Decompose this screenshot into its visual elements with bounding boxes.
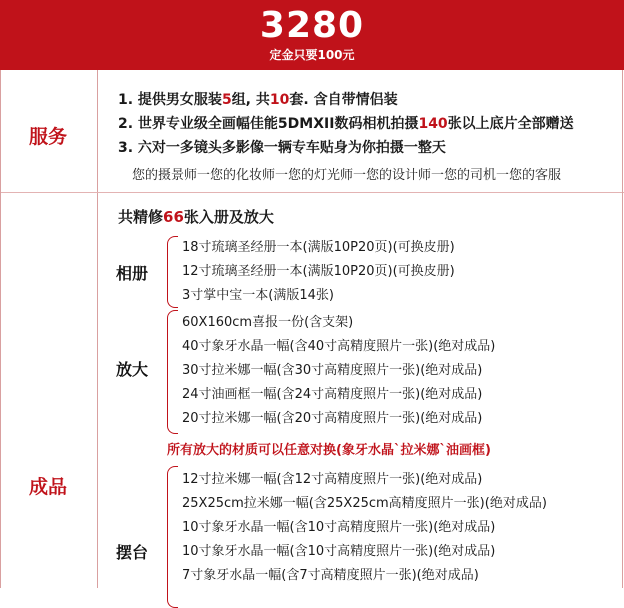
frame-item: 7寸象牙水晶一幅(含7寸高精度照片一张)(绝对成品) xyxy=(182,568,479,583)
product-headline: 共精修66张入册及放大 xyxy=(118,208,274,226)
album-item: 18寸琉璃圣经册一本(满版10P20页)(可换皮册) xyxy=(182,240,455,255)
frame-item: 10寸象牙水晶一幅(含10寸高精度照片一张)(绝对成品) xyxy=(182,544,496,559)
service-label: 服务 xyxy=(28,126,67,148)
frame-item: 25X25cm拉米娜一幅(含25X25cm高精度照片一张)(绝对成品) xyxy=(182,496,547,511)
service-line-3: 3. 六对一多镜头多影像一辆专车贴身为你拍摄一整天 xyxy=(118,140,446,156)
group-album-bracket xyxy=(167,236,178,308)
album-item: 3寸掌中宝一本(满版14张) xyxy=(182,288,334,303)
album-item: 12寸琉璃圣经册一本(满版10P20页)(可换皮册) xyxy=(182,264,455,279)
deposit-note: 定金只要100元 xyxy=(269,48,355,62)
price-header xyxy=(0,0,624,70)
enlarge-item: 60X160cm喜报一份(含支架) xyxy=(182,315,354,330)
row-divider xyxy=(0,192,624,193)
material-note: 所有放大的材质可以任意对换(象牙水晶`拉米娜`油画框) xyxy=(167,443,491,458)
group-enlarge-bracket xyxy=(167,310,178,434)
staff-list: 您的摄景师一您的化妆师一您的灯光师一您的设计师一您的司机一您的客服 xyxy=(132,168,562,183)
group-frame-bracket xyxy=(167,466,178,608)
group-frame-label: 摆台 xyxy=(116,543,149,562)
product-label: 成品 xyxy=(28,476,67,498)
frame-item: 10寸象牙水晶一幅(含10寸高精度照片一张)(绝对成品) xyxy=(182,520,496,535)
frame-item: 12寸拉米娜一幅(含12寸高精度照片一张)(绝对成品) xyxy=(182,472,483,487)
package-price: 3280 xyxy=(259,5,365,46)
enlarge-item: 24寸油画框一幅(含24寸高精度照片一张)(绝对成品) xyxy=(182,387,483,402)
right-border xyxy=(622,70,623,588)
enlarge-item: 20寸拉米娜一幅(含20寸高精度照片一张)(绝对成品) xyxy=(182,411,483,426)
group-enlarge-label: 放大 xyxy=(116,360,149,379)
service-line-2: 2. 世界专业级全画幅佳能5DMXII数码相机拍摄140张以上底片全部赠送 xyxy=(118,116,574,132)
service-line-1: 1. 提供男女服装5组, 共10套. 含自带情侣装 xyxy=(118,92,398,108)
enlarge-item: 30寸拉米娜一幅(含30寸高精度照片一张)(绝对成品) xyxy=(182,363,483,378)
group-album-label: 相册 xyxy=(116,264,149,283)
column-divider xyxy=(97,70,98,588)
enlarge-item: 40寸象牙水晶一幅(含40寸高精度照片一张)(绝对成品) xyxy=(182,339,496,354)
